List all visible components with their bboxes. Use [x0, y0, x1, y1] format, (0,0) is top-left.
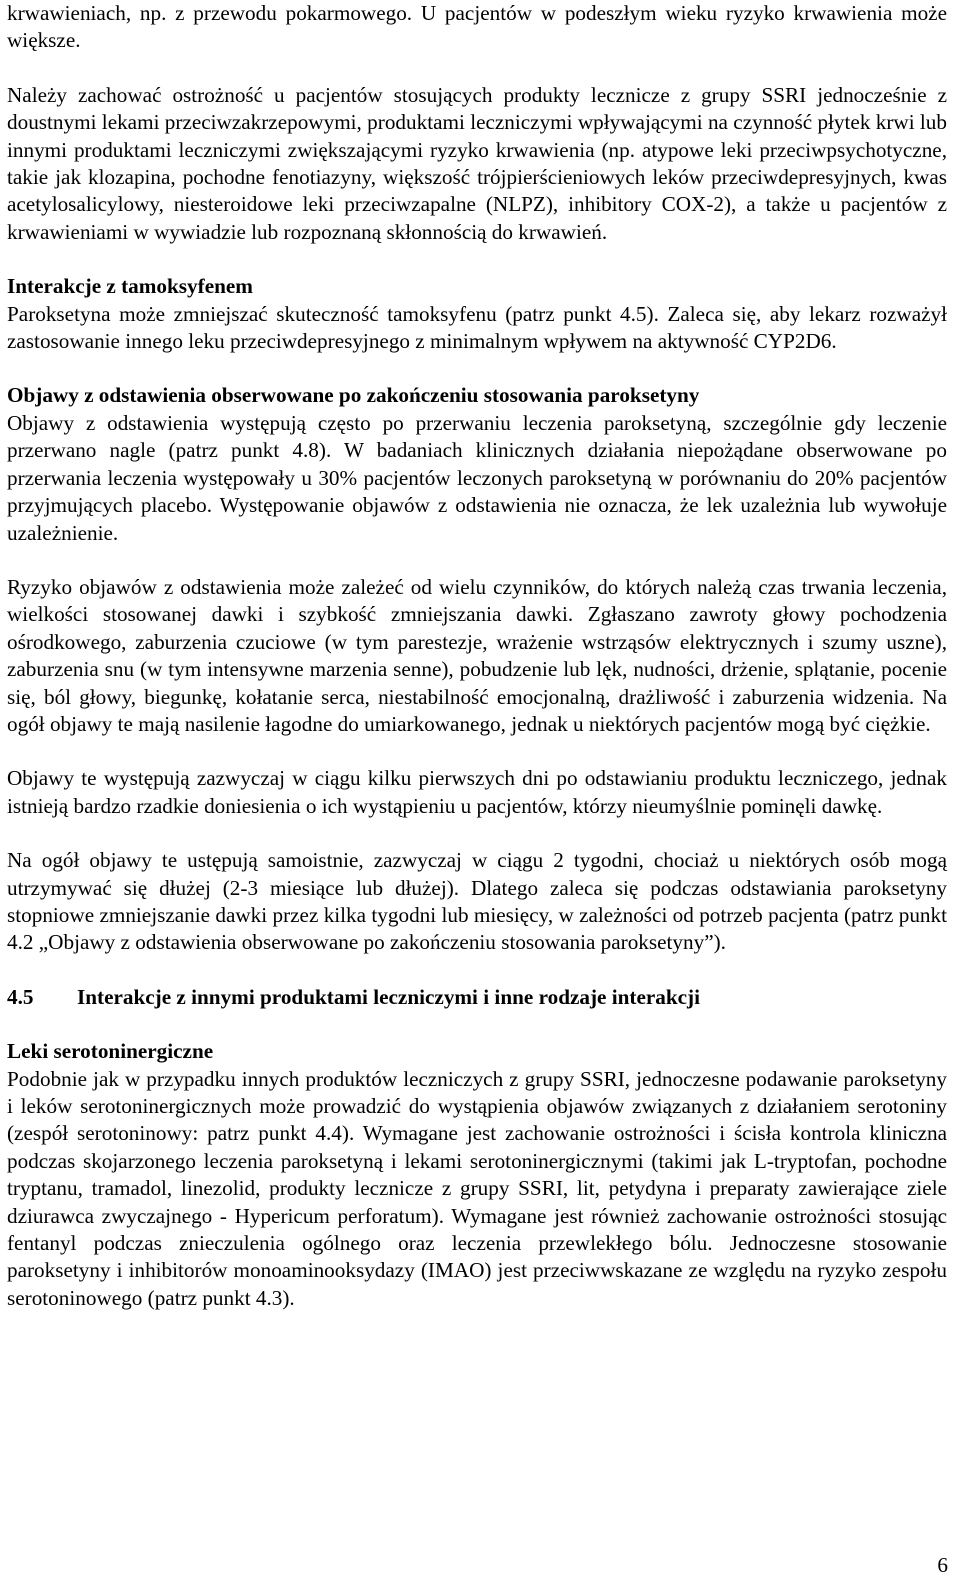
paragraph-bleeding-caution: Należy zachować ostrożność u pacjentów stosujących produkty lecznicze z grupy SSRI jednocześnie z doustnymi lekami przeciwzakrzepowymi, produktami leczniczymi wpływającymi na czynność płytek krwi lub innymi produktami leczniczymi zwiększającymi ryzyko krwawienia (np. atypowe leki przeciwpsychotyczne, takie jak klozapina, pochodne fenotiazyny, większość trójpierścieniowych leków przeciwdepresyjnych, kwas acetylosalicylowy, niesteroidowe leki przeciwzapalne (NLPZ), inhibitory COX-2), a także u pacjentów z krwawieniami w wywiadzie lub rozpoznaną skłonnością do krwawień. [7, 82, 947, 244]
paragraph-serotonergic: Podobnie jak w przypadku innych produktów leczniczych z grupy SSRI, jednoczesne podawanie paroksetyny i leków serotoninergicznych może prowadzić do wystąpienia objawów związanych z działaniem serotoniny (zespół serotoninowy: patrz punkt 4.4). Wymagane jest zachowanie ostrożności i ścisła kontrola kliniczna podczas skojarzonego leczenia paroksetyną i lekami serotoninergicznymi (takimi jak L-tryptofan, pochodne tryptanu, tramadol, linezolid, produkty lecznicze z grupy SSRI, lit, petydyna i preparaty zawierające ziele dziurawca zwyczajnego - Hypericum perforatum). Wymagane jest również zachowanie ostrożności stosując fentanyl podczas znieczulenia ogólnego oraz leczenia przewlekłego bólu. Jednoczesne stosowanie paroksetyny i inhibitorów monoaminooksydazy (IMAO) jest przeciwwskazane ze względu na ryzyko zespołu serotoninowego (patrz punkt 4.3). [7, 1066, 947, 1310]
document-page [7, 0, 947, 1312]
paragraph-withdrawal-2: Ryzyko objawów z odstawienia może zależeć od wielu czynników, do których należą czas trwania leczenia, wielkości stosowanej dawki i szybkość zmniejszania dawki. Zgłaszano zawroty głowy pochodzenia ośrodkowego, zaburzenia czuciowe (w tym parestezje, wrażenie wstrząsów elektrycznych i szumy uszne), zaburzenia snu (w tym intensywne marzenia senne), pobudzenie lub lęk, nudności, drżenie, splątanie, pocenie się, ból głowy, biegunkę, kołatanie serca, niestabilność emocjonalną, drażliwość i zaburzenia widzenia. Na ogół objawy te mają nasilenie łagodne do umiarkowanego, jednak u niektórych pacjentów mogą być ciężkie. [7, 574, 947, 736]
paragraph-withdrawal-1: Objawy z odstawienia występują często po przerwaniu leczenia paroksetyną, szczególnie gdy leczenie przerwano nagle (patrz punkt 4.8). W badaniach klinicznych działania niepożądane obserwowane po przerwania leczenia występowały u 30% pacjentów leczonych paroksetyną w porównaniu do 20% pacjentów przyjmujących placebo. Występowanie objawów z odstawienia nie oznacza, że lek uzależnia lub wywołuje uzależnienie. [7, 410, 947, 545]
page-number: 6 [937, 1553, 948, 1577]
section-number: 4.5 [7, 984, 34, 1009]
paragraph-gap [7, 820, 947, 847]
paragraph-bleeding-continued: krwawieniach, np. z przewodu pokarmowego. U pacjentów w podeszłym wieku ryzyko krwawienia może większe. [7, 1, 947, 53]
paragraph-tamoxifen: Paroksetyna może zmniejszać skuteczność tamoksyfenu (patrz punkt 4.5). Zaleca się, aby lekarz rozważył zastosowanie innego leku przeciwdepresyjnego z minimalnym wpływem na aktywność CYP2D6. [7, 301, 947, 354]
paragraph-withdrawal-3: Objawy te występują zazwyczaj w ciągu kilku pierwszych dni po odstawianiu produktu leczniczego, jednak istnieją bardzo rzadkie doniesienia o ich wystąpieniu u pacjentów, którzy nieumyślnie pominęli dawkę. [7, 766, 947, 818]
paragraph-withdrawal-4: Na ogół objawy te ustępują samoistnie, zazwyczaj w ciągu 2 tygodni, chociaż u niektórych osób mogą utrzymywać się dłużej (2-3 miesiące lub dłużej). Dlatego zaleca się podczas odstawiania paroksetyny stopniowe zmniejszanie dawki przez kilka tygodni lub miesięcy, w zależności od potrzeb pacjenta (patrz punkt 4.2 „Objawy z odstawienia obserwowane po zakończeniu stosowania paroksetyny”). [7, 848, 947, 955]
heading-serotonergic: Leki serotoninergiczne [7, 1039, 214, 1064]
section-heading-4-5 [7, 984, 947, 1011]
paragraph-gap [7, 1011, 947, 1038]
heading-tamoxifen: Interakcje z tamoksyfenem [7, 274, 253, 299]
paragraph-gap [7, 547, 947, 574]
paragraph-gap [7, 55, 947, 82]
paragraph-gap [7, 957, 947, 984]
heading-withdrawal: Objawy z odstawienia obserwowane po zakończeniu stosowania paroksetyny [7, 383, 700, 408]
section-title: Interakcje z innymi produktami leczniczymi i inne rodzaje interakcji [77, 984, 700, 1009]
paragraph-gap [7, 246, 947, 273]
paragraph-gap [7, 355, 947, 382]
paragraph-gap [7, 738, 947, 765]
